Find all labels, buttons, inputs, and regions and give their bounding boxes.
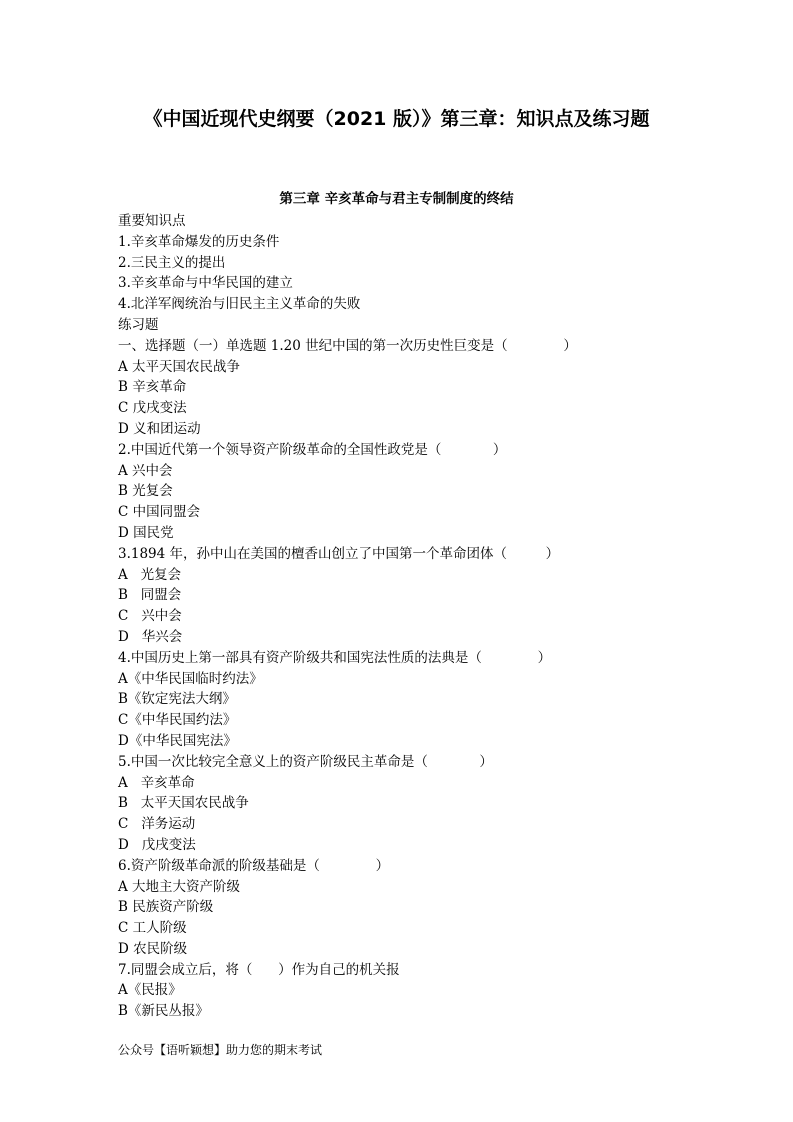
document-title: 《中国近现代史纲要（2021 版）》第三章：知识点及练习题	[143, 108, 650, 130]
answer-option: D 国民党	[118, 524, 174, 541]
question-1: 一、选择题（一）单选题 1.20 世纪中国的第一次历史性巨变是（ ）	[118, 337, 577, 354]
chapter-heading: 第三章 辛亥革命与君主专制制度的终结	[279, 191, 514, 207]
answer-option: D 义和团运动	[118, 420, 201, 437]
section-heading-key-points: 重要知识点	[118, 213, 186, 229]
answer-option: A 辛亥革命	[118, 774, 195, 791]
answer-option: A 大地主大资产阶级	[118, 878, 241, 895]
knowledge-point: 2.三民主义的提出	[118, 254, 226, 271]
answer-option: D 戊戌变法	[118, 836, 196, 853]
question-6: 6.资产阶级革命派的阶级基础是（ ）	[118, 857, 390, 874]
question-2: 2.中国近代第一个领导资产阶级革命的全国性政党是（ ）	[118, 441, 507, 458]
answer-option: B《钦定宪法大纲》	[118, 691, 236, 708]
question-4: 4.中国历史上第一部具有资产阶级共和国宪法性质的法典是（ ）	[118, 649, 552, 666]
answer-option: C《中华民国约法》	[118, 712, 237, 729]
answer-option: B 太平天国农民战争	[118, 795, 249, 812]
answer-option: D《中华民国宪法》	[118, 732, 237, 749]
document-body	[118, 211, 718, 1022]
answer-option: B 光复会	[118, 483, 173, 500]
answer-option: B 辛亥革命	[118, 379, 187, 396]
question-3: 3.1894 年，孙中山在美国的檀香山创立了中国第一个革命团体（ ）	[118, 545, 560, 562]
answer-option: C 工人阶级	[118, 920, 187, 937]
answer-option: C 中国同盟会	[118, 504, 201, 521]
question-5: 5.中国一次比较完全意义上的资产阶级民主革命是（ ）	[118, 753, 493, 770]
answer-option: A 兴中会	[118, 462, 173, 479]
answer-option: D 农民阶级	[118, 940, 188, 957]
answer-option: A 太平天国农民战争	[118, 358, 241, 375]
answer-option: C 洋务运动	[118, 816, 196, 833]
answer-option: D 华兴会	[118, 628, 183, 645]
knowledge-point: 4.北洋军阀统治与旧民主主义革命的失败	[118, 296, 361, 313]
answer-option: A 光复会	[118, 566, 182, 583]
answer-option: A《中华民国临时约法》	[118, 670, 263, 687]
answer-option: B《新民丛报》	[118, 1003, 209, 1020]
section-heading-exercises: 练习题	[118, 316, 159, 333]
answer-option: C 兴中会	[118, 608, 182, 625]
question-7: 7.同盟会成立后，将（ ）作为自己的机关报	[118, 961, 400, 978]
answer-option: A《民报》	[118, 982, 182, 999]
answer-option: B 同盟会	[118, 587, 182, 604]
knowledge-point: 3.辛亥革命与中华民国的建立	[118, 275, 293, 292]
answer-option: B 民族资产阶级	[118, 899, 214, 916]
answer-option: C 戊戌变法	[118, 400, 187, 417]
page-footer: 公众号【语听颖想】助力您的期末考试	[118, 1043, 323, 1057]
knowledge-point: 1.辛亥革命爆发的历史条件	[118, 233, 280, 250]
